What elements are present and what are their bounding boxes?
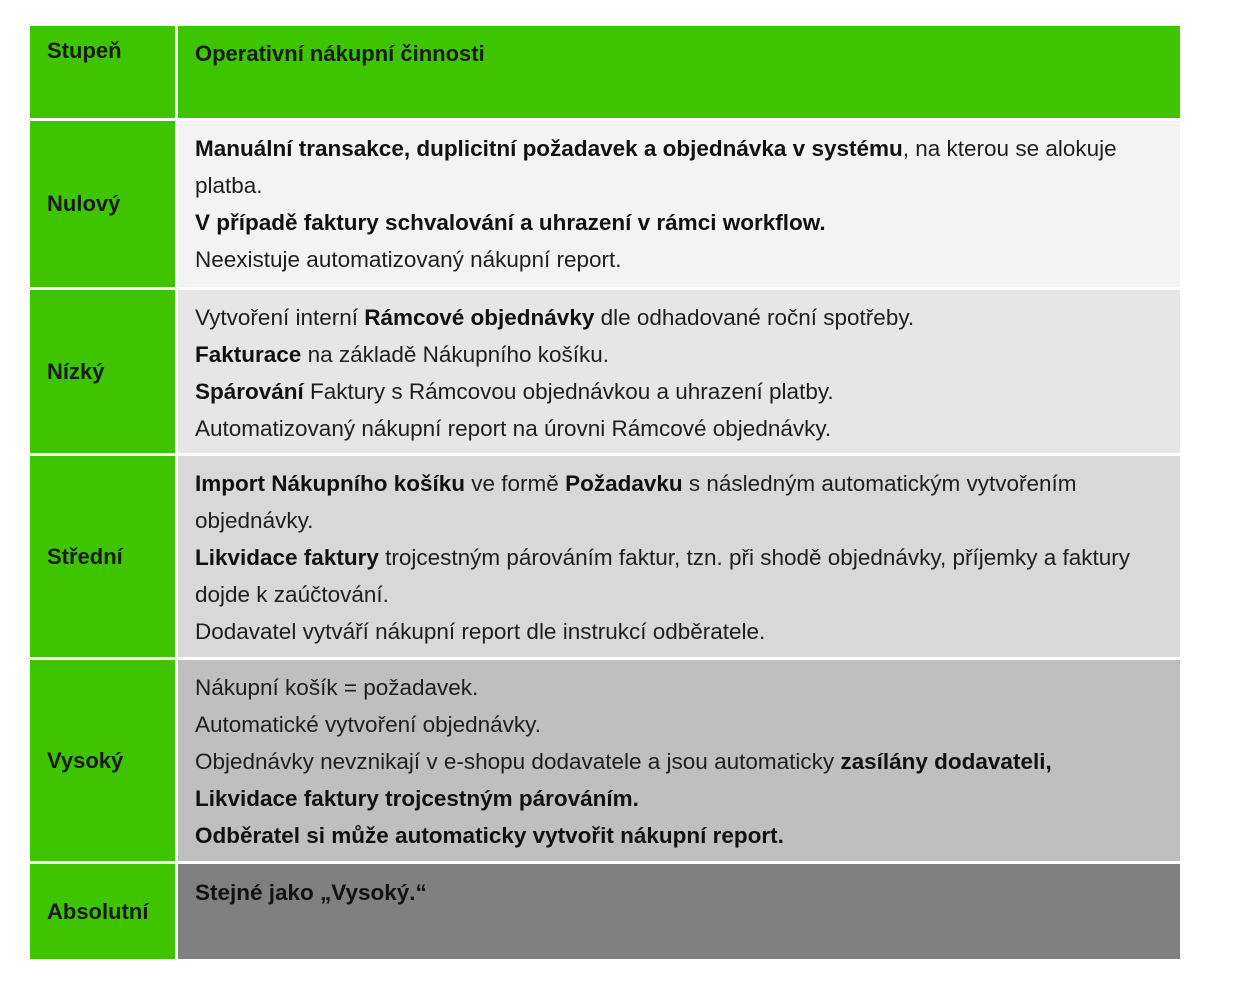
table-header-row <box>30 26 1180 118</box>
activity-line <box>195 743 1160 780</box>
bold-text: Spárování <box>195 379 304 404</box>
activities-cell-vysoky <box>178 660 1180 861</box>
activity-line <box>195 613 1160 650</box>
activity-line <box>195 373 1160 410</box>
table-row-nizky <box>30 290 1180 453</box>
activity-line <box>195 130 1160 204</box>
header-activities-cell: Operativní nákupní činnosti <box>178 26 1180 118</box>
level-cell-nulovy: Nulový <box>30 121 175 287</box>
level-cell-nizky: Nízký <box>30 290 175 453</box>
bold-text: Likvidace faktury trojcestným párováním. <box>195 786 639 811</box>
table-row-stredni <box>30 456 1180 657</box>
plain-text: Automatické vytvoření objednávky. <box>195 712 542 737</box>
plain-text: Objednávky nevznikají v e-shopu dodavatele a jsou automaticky <box>195 749 841 774</box>
plain-text: Nákupní košík = požadavek. <box>195 675 479 700</box>
plain-text: Automatizovaný nákupní report na úrovni Rámcové objednávky. <box>195 416 832 441</box>
level-cell-stredni: Střední <box>30 456 175 657</box>
activity-line <box>195 706 1160 743</box>
activity-line <box>195 874 1160 911</box>
activity-line <box>195 780 1160 817</box>
bold-text: Odběratel si může automaticky vytvořit nákupní report. <box>195 823 784 848</box>
bold-text: Import Nákupního košíku <box>195 471 466 496</box>
plain-text: , na kterou se alokuje platba. <box>195 136 1117 198</box>
activity-line <box>195 539 1160 613</box>
bold-text: Požadavku <box>565 471 683 496</box>
header-level-cell: Stupeň <box>30 26 175 118</box>
activity-line <box>195 669 1160 706</box>
bold-text: Stejné jako „Vysoký.“ <box>195 880 427 905</box>
level-cell-vysoky: Vysoký <box>30 660 175 861</box>
activity-line <box>195 465 1160 539</box>
activity-line <box>195 817 1160 854</box>
activity-line <box>195 241 1160 278</box>
table-row-nulovy <box>30 121 1180 287</box>
activities-cell-nulovy <box>178 121 1180 287</box>
activity-line <box>195 336 1160 373</box>
maturity-table <box>30 26 1180 959</box>
activity-line <box>195 204 1160 241</box>
table-row-vysoky <box>30 660 1180 861</box>
plain-text: Vytvoření interní <box>195 305 365 330</box>
plain-text: s následným automatickým vytvořením objednávky. <box>195 471 1077 533</box>
plain-text: na základě Nákupního košíku. <box>301 342 610 367</box>
activity-line <box>195 410 1160 447</box>
bold-text: zasílány dodavateli, <box>840 749 1052 774</box>
plain-text: Neexistuje automatizovaný nákupní report. <box>195 247 622 272</box>
plain-text: dle odhadované roční spotřeby. <box>594 305 915 330</box>
plain-text: Faktury s Rámcovou objednávkou a uhrazení platby. <box>303 379 834 404</box>
bold-text: V případě faktury schvalování a uhrazení v rámci workflow. <box>195 210 826 235</box>
bold-text: Likvidace faktury <box>195 545 379 570</box>
bold-text: Manuální transakce, duplicitní požadavek a objednávka v systému <box>195 136 903 161</box>
plain-text: trojcestným párováním faktur, tzn. při shodě objednávky, příjemky a faktury dojde k zaúčtování. <box>195 545 1131 607</box>
activities-cell-absolutni <box>178 864 1180 959</box>
table-row-absolutni <box>30 864 1180 959</box>
plain-text: Dodavatel vytváří nákupní report dle instrukcí odběratele. <box>195 619 766 644</box>
activities-cell-stredni <box>178 456 1180 657</box>
level-cell-absolutni: Absolutní <box>30 864 175 959</box>
activity-line <box>195 299 1160 336</box>
bold-text: Rámcové objednávky <box>364 305 595 330</box>
bold-text: Fakturace <box>195 342 302 367</box>
plain-text: ve formě <box>465 471 566 496</box>
activities-cell-nizky <box>178 290 1180 453</box>
